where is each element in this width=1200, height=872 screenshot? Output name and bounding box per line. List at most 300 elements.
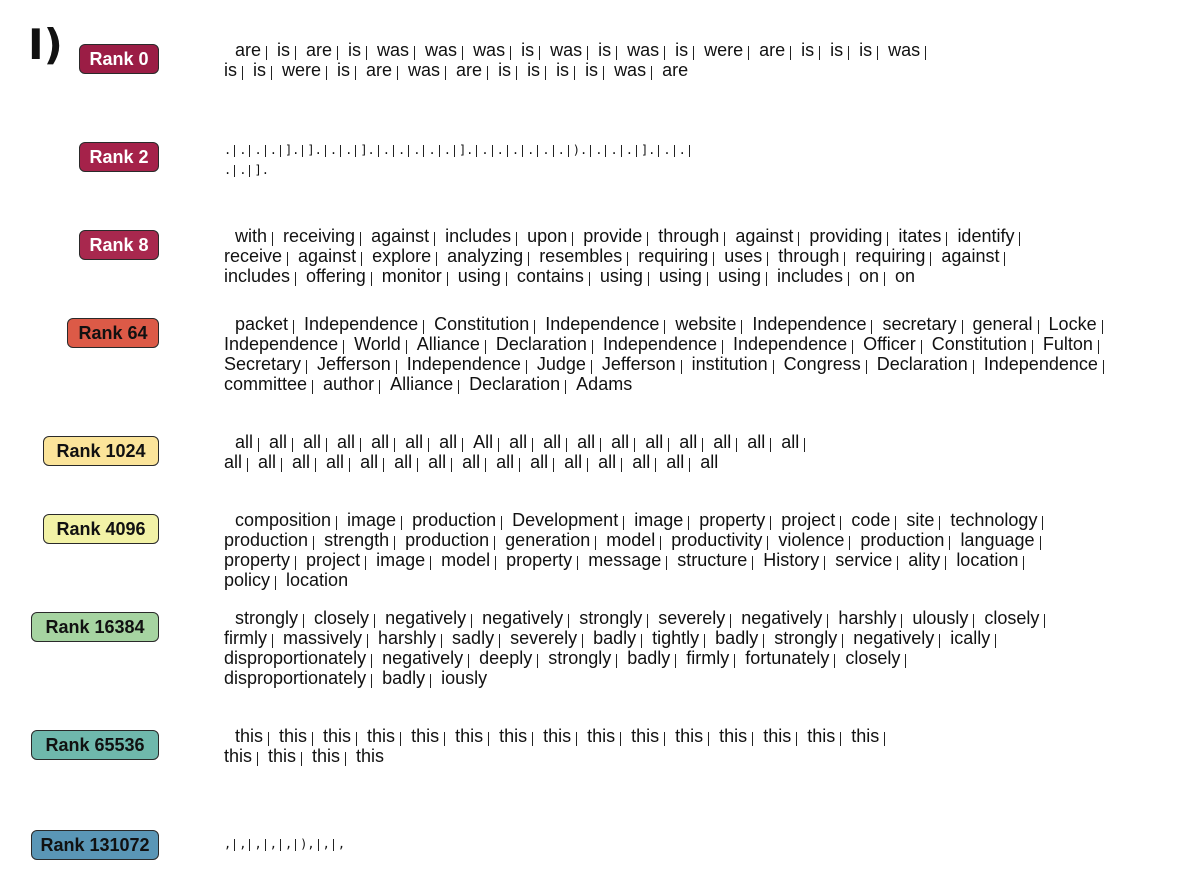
token-separator (522, 145, 523, 157)
token-separator (315, 458, 316, 472)
token-separator (485, 340, 486, 354)
token-separator (1019, 232, 1020, 246)
token-separator (318, 839, 319, 851)
token: contains (516, 266, 584, 286)
token: was (888, 40, 921, 60)
token-separator (587, 46, 588, 60)
token: Independence (752, 314, 867, 334)
token-separator (506, 272, 507, 286)
token: identify (957, 226, 1015, 246)
token-separator (591, 360, 592, 374)
token: . (239, 143, 247, 157)
token: . (443, 143, 451, 157)
token-separator (664, 46, 665, 60)
token-separator (722, 340, 723, 354)
token-separator (355, 145, 356, 157)
token-separator (939, 634, 940, 648)
token: using (717, 266, 761, 286)
token: through (778, 246, 840, 266)
token: all (269, 432, 288, 452)
token-separator (345, 752, 346, 766)
token: is (253, 60, 266, 80)
token: deeply (479, 648, 533, 668)
token-separator (234, 145, 235, 157)
token: . (625, 143, 633, 157)
token-line (224, 628, 1196, 648)
token: service (835, 550, 893, 570)
token: . (382, 143, 390, 157)
token-separator (441, 634, 442, 648)
token: was (408, 60, 441, 80)
token: this (675, 726, 704, 746)
token-separator (752, 732, 753, 746)
token: with (235, 226, 268, 246)
token: is (801, 40, 815, 60)
token-separator (295, 556, 296, 570)
token: ]. (254, 163, 269, 177)
token: all (543, 432, 562, 452)
token: is (224, 60, 237, 80)
token-separator (752, 556, 753, 570)
token: strength (324, 530, 390, 550)
token: structure (677, 550, 748, 570)
token-separator (371, 654, 372, 668)
token: . (398, 143, 406, 157)
token-separator (704, 634, 705, 648)
token-line (224, 648, 1196, 668)
token: All (473, 432, 494, 452)
token-separator (265, 145, 266, 157)
token-separator (458, 380, 459, 394)
token: violence (778, 530, 845, 550)
token: all (496, 452, 515, 472)
token: ]. (360, 143, 375, 157)
token-separator (962, 320, 963, 334)
token-separator (566, 438, 567, 452)
token: receiving (283, 226, 356, 246)
token-separator (1032, 340, 1033, 354)
token: through (658, 226, 720, 246)
token-separator (406, 340, 407, 354)
token-separator (576, 732, 577, 746)
token: against (941, 246, 1000, 266)
token-separator (444, 732, 445, 746)
token: are (456, 60, 483, 80)
token: closely (845, 648, 901, 668)
token: upon (527, 226, 568, 246)
token-separator (741, 320, 742, 334)
token-separator (901, 614, 902, 628)
token-separator (313, 536, 314, 550)
token: . (557, 143, 565, 157)
token-separator (688, 516, 689, 530)
rank-badge: Rank 4096 (43, 514, 159, 544)
token: Constitution (931, 334, 1027, 354)
token-separator (577, 556, 578, 570)
token: . (269, 143, 277, 157)
token: . (428, 143, 436, 157)
token-separator (1044, 614, 1045, 628)
token-separator (708, 732, 709, 746)
token: all (645, 432, 664, 452)
token: was (377, 40, 410, 60)
token: strongly (774, 628, 838, 648)
token-line (224, 40, 1196, 60)
token-separator (664, 732, 665, 746)
token-separator (587, 458, 588, 472)
token-separator (605, 145, 606, 157)
token: this (411, 726, 440, 746)
token: Independence (983, 354, 1098, 374)
token-line (224, 432, 1196, 452)
token: all (292, 452, 311, 472)
token: message (588, 550, 662, 570)
token-separator (887, 232, 888, 246)
token: Locke (1048, 314, 1097, 334)
token-separator (724, 232, 725, 246)
token-separator (454, 145, 455, 157)
rank-badge: Rank 0 (79, 44, 159, 74)
token-separator (394, 536, 395, 550)
token-line (224, 550, 1196, 570)
token: is (585, 60, 599, 80)
token: is (527, 60, 541, 80)
token: all (235, 432, 254, 452)
token: closely (984, 608, 1040, 628)
token-list (224, 608, 1196, 688)
token: location (956, 550, 1019, 570)
token-separator (819, 46, 820, 60)
token-line (224, 246, 1196, 266)
token: badly (627, 648, 671, 668)
token-separator (897, 556, 898, 570)
token: this (631, 726, 660, 746)
token-separator (616, 654, 617, 668)
token: was (425, 40, 458, 60)
token: policy (224, 570, 271, 590)
token: Constitution (434, 314, 530, 334)
token: ]. (307, 143, 322, 157)
token: is (859, 40, 873, 60)
token-separator (925, 46, 926, 60)
token: badly (593, 628, 637, 648)
token-separator (292, 438, 293, 452)
token: this (356, 746, 385, 766)
token: site (906, 510, 935, 530)
token-line (224, 726, 1196, 746)
token: monitor (381, 266, 442, 286)
token-separator (790, 46, 791, 60)
token-separator (590, 145, 591, 157)
token: uses (724, 246, 763, 266)
token-separator (621, 145, 622, 157)
token: this (367, 726, 396, 746)
token: sadly (452, 628, 495, 648)
token-separator (537, 654, 538, 668)
token-separator (498, 438, 499, 452)
token: . (511, 143, 520, 157)
token-separator (1004, 252, 1005, 266)
token: Independence (733, 334, 848, 354)
token: is (348, 40, 362, 60)
token: Independence (406, 354, 521, 374)
token: , (239, 837, 247, 851)
token: all (564, 452, 583, 472)
token-separator (545, 66, 546, 80)
token: negatively (482, 608, 564, 628)
token-separator (949, 536, 950, 550)
token: severely (658, 608, 726, 628)
token-separator (360, 438, 361, 452)
token: strongly (548, 648, 612, 668)
token: this (807, 726, 836, 746)
token-separator (634, 438, 635, 452)
token-separator (349, 458, 350, 472)
token: all (577, 432, 596, 452)
token-separator (494, 536, 495, 550)
token: on (895, 266, 916, 286)
token-list (224, 834, 1196, 854)
token-list (224, 510, 1196, 590)
token-separator (234, 839, 235, 851)
token: this (224, 746, 253, 766)
token: is (337, 60, 351, 80)
token: provide (583, 226, 643, 246)
token-separator (306, 360, 307, 374)
token-separator (574, 66, 575, 80)
token-separator (499, 634, 500, 648)
token: ality (908, 550, 941, 570)
token: this (312, 746, 341, 766)
token: was (473, 40, 506, 60)
token-separator (939, 516, 940, 530)
token: disproportionately (224, 648, 367, 668)
token-separator (265, 839, 266, 851)
token-separator (647, 232, 648, 246)
token: was (614, 60, 647, 80)
token: , (269, 837, 277, 851)
token: Development (512, 510, 619, 530)
token-separator (582, 634, 583, 648)
token: project (781, 510, 836, 530)
token: all (462, 452, 481, 472)
token-separator (627, 252, 628, 266)
token: all (428, 452, 447, 472)
token-separator (621, 458, 622, 472)
token: . (595, 143, 603, 157)
token: Officer (863, 334, 916, 354)
token: analyzing (447, 246, 524, 266)
token-line (224, 530, 1196, 550)
token: all (530, 452, 549, 472)
token: closely (314, 608, 370, 628)
token: image (634, 510, 684, 530)
token-separator (293, 320, 294, 334)
token-separator (946, 232, 947, 246)
token: this (587, 726, 616, 746)
token-separator (748, 46, 749, 60)
token: author (323, 374, 375, 394)
token-separator (302, 145, 303, 157)
token-line (224, 510, 1196, 530)
token-separator (568, 614, 569, 628)
token-separator (804, 438, 805, 452)
token-separator (516, 232, 517, 246)
token-separator (866, 360, 867, 374)
token: iously (441, 668, 488, 688)
token: . (345, 143, 353, 157)
token: . (224, 163, 232, 177)
token-separator (658, 145, 659, 157)
token: code (851, 510, 891, 530)
token-separator (401, 516, 402, 530)
token-separator (471, 614, 472, 628)
token-separator (884, 732, 885, 746)
token-separator (462, 438, 463, 452)
token-separator (945, 556, 946, 570)
token-separator (973, 360, 974, 374)
token: Jefferson (317, 354, 391, 374)
token-separator (281, 458, 282, 472)
token: requiring (855, 246, 926, 266)
token-separator (249, 839, 250, 851)
token-separator (1098, 340, 1099, 354)
token: this (279, 726, 308, 746)
token-separator (355, 66, 356, 80)
token-separator (827, 614, 828, 628)
token: all (394, 452, 413, 472)
token-separator (532, 732, 533, 746)
token: massively (283, 628, 363, 648)
token-separator (693, 46, 694, 60)
token: negatively (382, 648, 464, 668)
token-separator (360, 232, 361, 246)
token: all (371, 432, 390, 452)
token: all (224, 452, 243, 472)
token-separator (258, 438, 259, 452)
token: Alliance (416, 334, 480, 354)
token: . (610, 143, 618, 157)
token: all (598, 452, 617, 472)
token: . (481, 143, 489, 157)
token-separator (674, 145, 675, 157)
token-separator (568, 145, 569, 157)
token-line (224, 226, 1196, 246)
token-separator (356, 732, 357, 746)
token-separator (871, 320, 872, 334)
token: . (254, 143, 262, 157)
token: on (859, 266, 880, 286)
token: model (606, 530, 656, 550)
token-separator (1040, 536, 1041, 550)
token: are (306, 40, 333, 60)
panel-label: I) (28, 20, 63, 69)
token: all (700, 452, 719, 472)
token: website (675, 314, 737, 334)
token: strongly (235, 608, 299, 628)
token-line (224, 140, 1196, 160)
token: all (326, 452, 345, 472)
token-separator (408, 145, 409, 157)
token-separator (510, 46, 511, 60)
token: badly (382, 668, 426, 688)
token-separator (434, 232, 435, 246)
token-list (224, 40, 1196, 80)
token: . (678, 143, 686, 157)
token: fortunately (745, 648, 830, 668)
token: offering (306, 266, 366, 286)
token-separator (1038, 320, 1039, 334)
token-separator (234, 165, 235, 177)
token-separator (641, 634, 642, 648)
token: production (412, 510, 497, 530)
token-line (224, 746, 1196, 766)
rank-badge: Rank 2 (79, 142, 159, 172)
token: all (258, 452, 277, 472)
token-separator (516, 66, 517, 80)
token-separator (333, 839, 334, 851)
token-separator (763, 634, 764, 648)
token-separator (336, 516, 337, 530)
token-separator (476, 145, 477, 157)
token: World (354, 334, 401, 354)
token-separator (312, 732, 313, 746)
token: using (599, 266, 643, 286)
token: image (347, 510, 397, 530)
token: ]. (640, 143, 656, 157)
token-line (224, 668, 1196, 688)
token: , (322, 837, 330, 851)
token: generation (505, 530, 591, 550)
token: , (254, 837, 262, 851)
token-separator (326, 438, 327, 452)
token-separator (973, 614, 974, 628)
token-separator (423, 145, 424, 157)
token-separator (268, 732, 269, 746)
token: ). (572, 143, 588, 157)
token-separator (844, 252, 845, 266)
token: Independence (602, 334, 717, 354)
token-separator (275, 576, 276, 590)
token: Congress (783, 354, 861, 374)
token-separator (840, 516, 841, 530)
token: providing (809, 226, 883, 246)
token: . (413, 143, 421, 157)
token-separator (430, 674, 431, 688)
token-separator (337, 46, 338, 60)
token-separator (707, 272, 708, 286)
token: technology (950, 510, 1038, 530)
token: this (543, 726, 572, 746)
token-separator (462, 46, 463, 60)
token-separator (537, 145, 538, 157)
token-separator (905, 654, 906, 668)
token: this (455, 726, 484, 746)
token-separator (713, 252, 714, 266)
token: model (441, 550, 491, 570)
token-separator (995, 634, 996, 648)
token-separator (848, 46, 849, 60)
token: Adams (576, 374, 633, 394)
token-separator (736, 438, 737, 452)
token-separator (414, 46, 415, 60)
token: all (781, 432, 800, 452)
token-separator (257, 752, 258, 766)
token-separator (1042, 516, 1043, 530)
token: includes (776, 266, 844, 286)
token-separator (565, 380, 566, 394)
token-separator (930, 252, 931, 266)
